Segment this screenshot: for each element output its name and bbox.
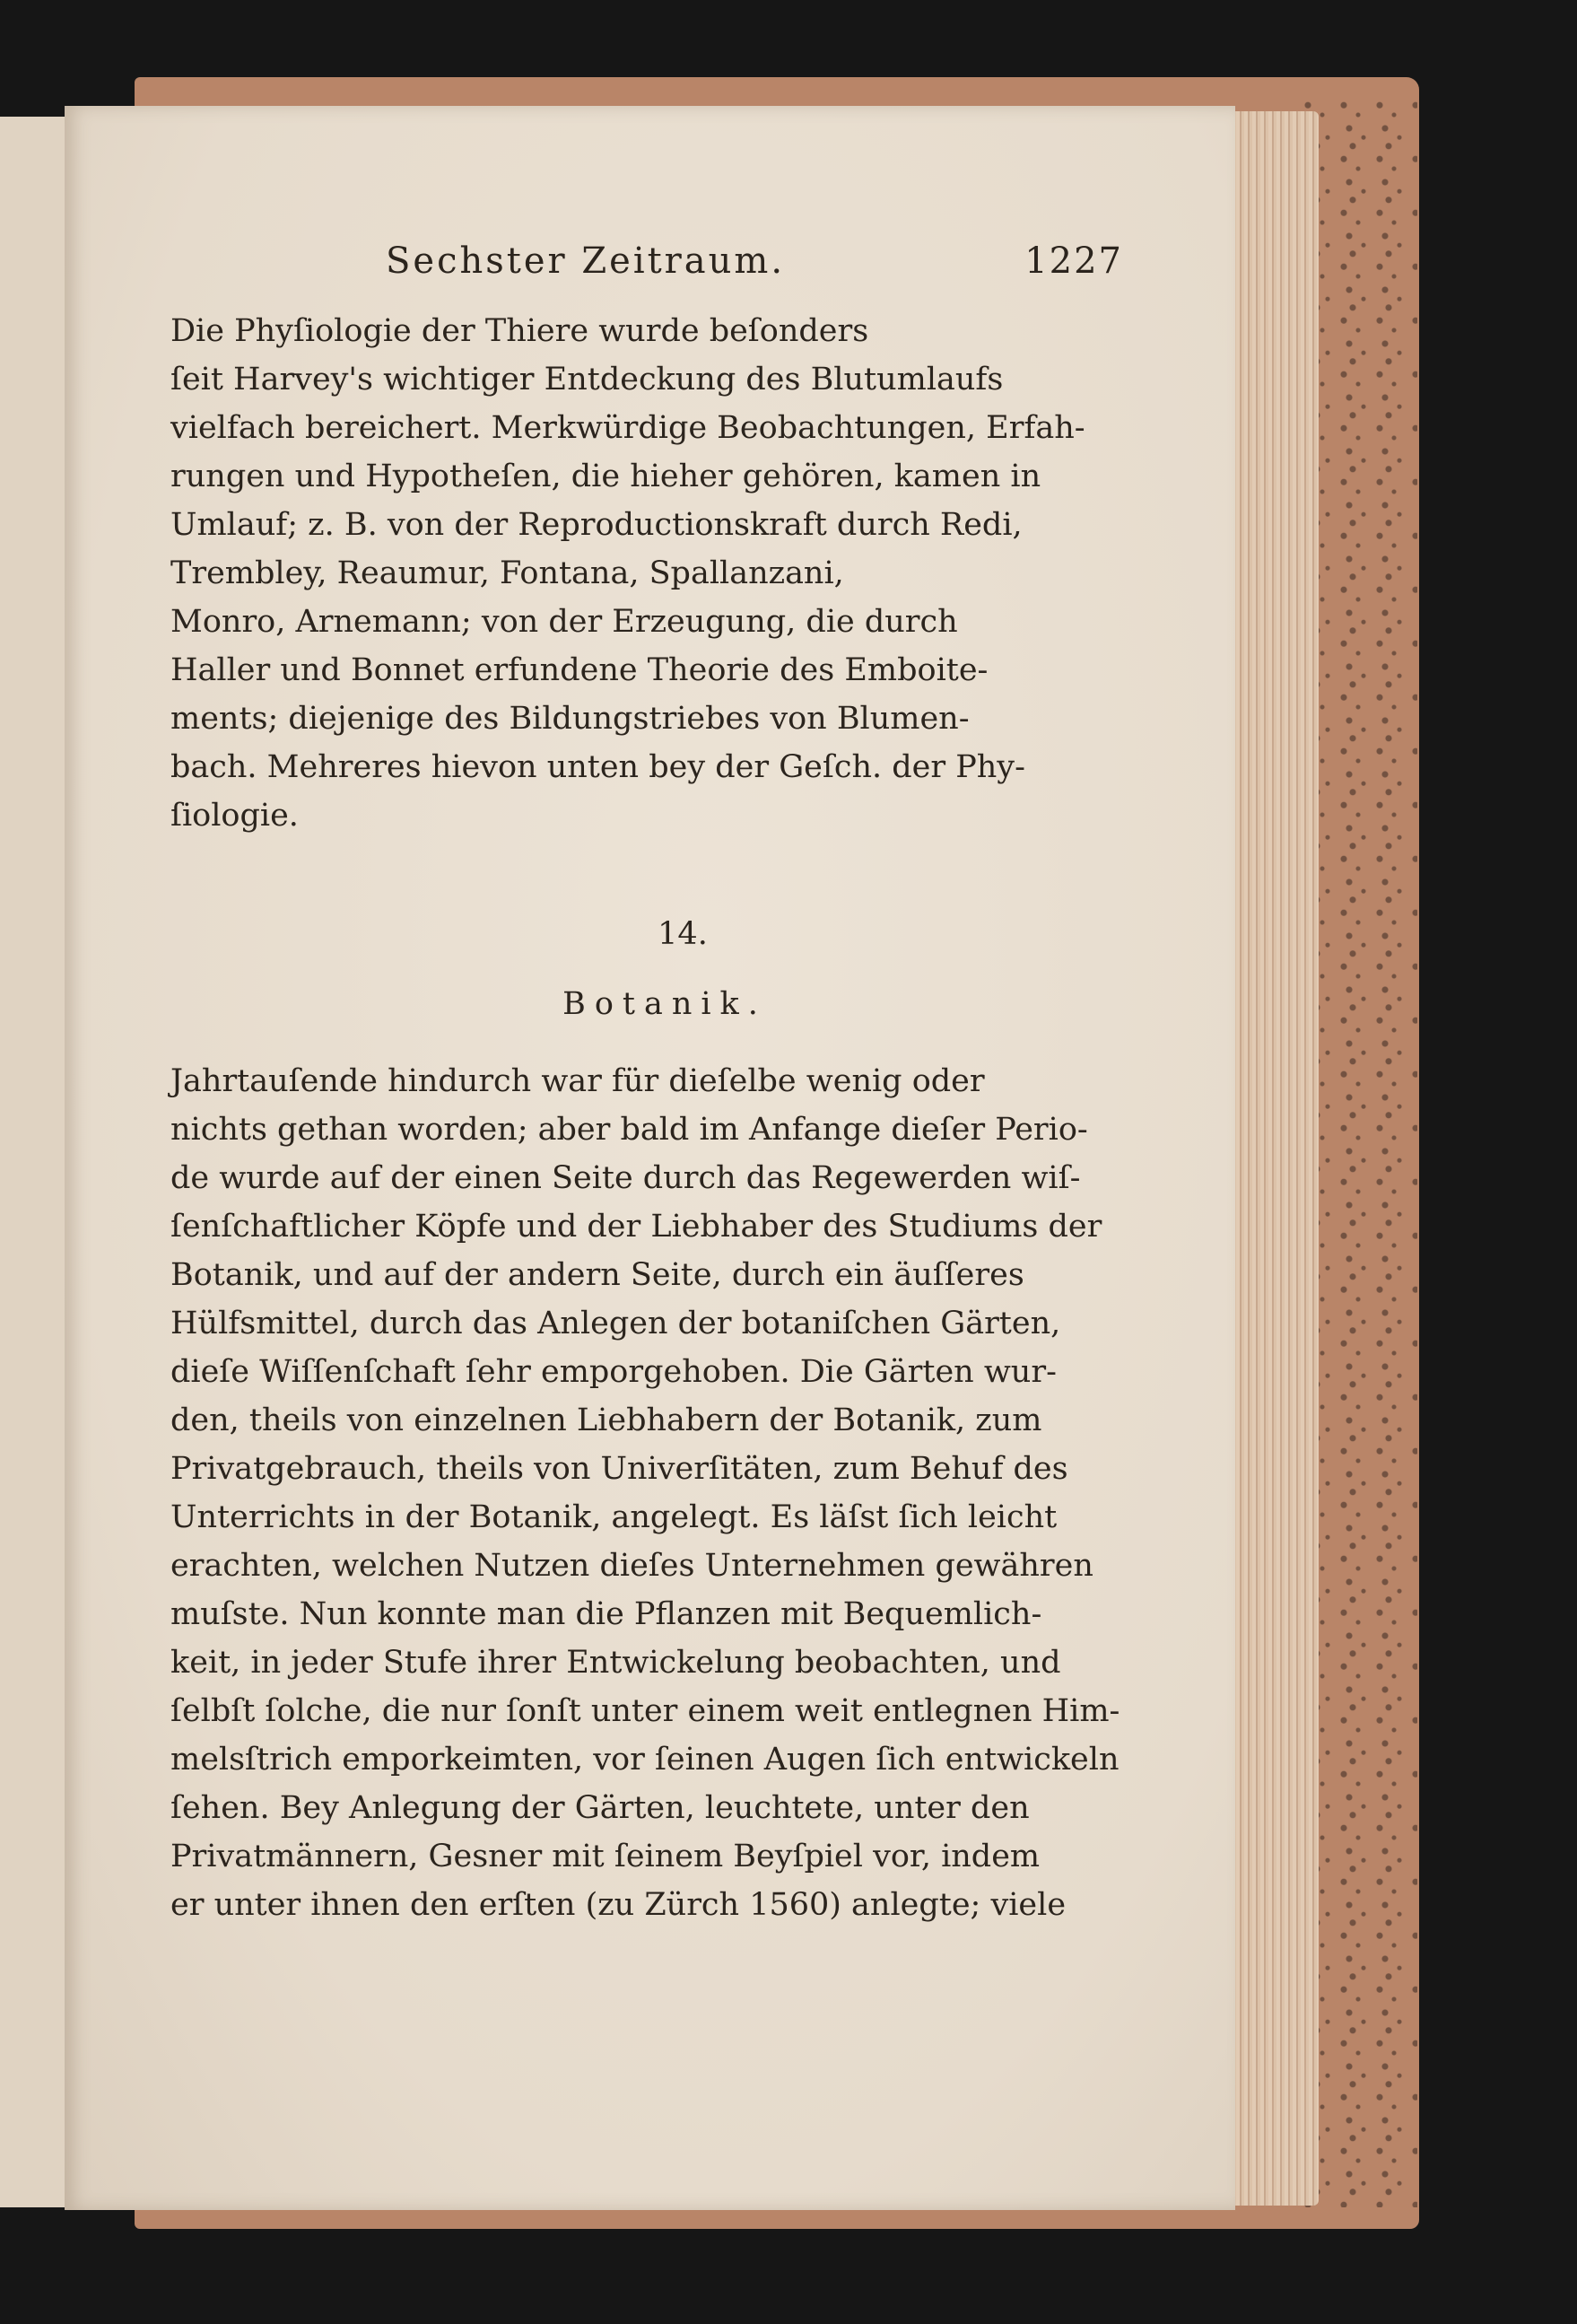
text-line: nichts gethan worden; aber bald im Anfange dieſer Perio- [170, 1112, 1088, 1148]
text-line: muſste. Nun konnte man die Pflanzen mit Bequemlich- [170, 1596, 1042, 1632]
running-head [170, 240, 1123, 293]
text-line: ments; diejenige des Bildungstriebes von Blumen- [170, 701, 970, 737]
text-line: keit, in jeder Stufe ihrer Entwickelung beobachten, und [170, 1645, 1061, 1681]
text-block [170, 240, 1123, 1929]
text-line: de wurde auf der einen Seite durch das Regewerden wiſ- [170, 1160, 1081, 1196]
text-line: er unter ihnen den erſten (zu Zürch 1560) anlegte; viele [170, 1887, 1067, 1923]
recto-page [65, 106, 1235, 2210]
text-line: vielfach bereichert. Merkwürdige Beobachtungen, Erfah- [170, 410, 1085, 446]
text-line: Botanik, und auf der andern Seite, durch ein äuſſeres [170, 1257, 1024, 1293]
text-line: ſeit Harvey's wichtiger Entdeckung des Blutumlaufs [170, 362, 1004, 398]
text-line: Jahrtauſende hindurch war für dieſelbe wenig oder [170, 1063, 985, 1099]
text-line: Haller und Bonnet erfundene Theorie des Emboite- [170, 652, 989, 688]
text-line: Die Phyſiologie der Thiere wurde beſonders [170, 313, 869, 349]
text-line: den, theils von einzelnen Liebhabern der Botanik, zum [170, 1402, 1042, 1438]
text-line: bach. Mehreres hievon unten bey der Geſch. der Phy- [170, 749, 1025, 785]
text-line: Umlauf; z. B. von der Reproductionskraft durch Redi, [170, 507, 1023, 543]
text-line: Trembley, Reaumur, Fontana, Spallanzani, [170, 555, 844, 591]
text-line: ſenſchaftlicher Köpfe und der Liebhaber des Studiums der [170, 1209, 1102, 1245]
text-line: Unterrichts in der Botanik, angelegt. Es läſst ſich leicht [170, 1499, 1058, 1535]
text-line: rungen und Hypotheſen, die hieher gehören, kamen in [170, 459, 1041, 494]
paragraph-physiology [170, 307, 1123, 840]
text-line: Monro, Arnemann; von der Erzeugung, die durch [170, 604, 958, 640]
text-line: erachten, welchen Nutzen dieſes Unternehmen gewähren [170, 1548, 1093, 1584]
text-line: melsſtrich emporkeimten, vor ſeinen Augen ſich entwickeln [170, 1742, 1120, 1778]
paragraph-botany [170, 1057, 1123, 1929]
text-line: Hülfsmittel, durch das Anlegen der botaniſchen Gärten, [170, 1306, 1061, 1341]
text-line: ſiologie. [170, 798, 299, 834]
text-line: ſehen. Bey Anlegung der Gärten, leuchtete, unter den [170, 1790, 1030, 1826]
text-line: Privatgebrauch, theils von Univerſitäten, zum Behuf des [170, 1451, 1068, 1487]
text-line: Privatmännern, Gesner mit ſeinem Beyſpiel vor, indem [170, 1839, 1041, 1874]
page-number: 1227 [1024, 240, 1123, 282]
section-number: 14. [658, 916, 708, 952]
running-title: Sechster Zeitraum. [386, 240, 786, 282]
text-line: dieſe Wiſſenſchaft ſehr emporgehoben. Die Gärten wur- [170, 1354, 1057, 1390]
text-line: ſelbſt ſolche, die nur ſonſt unter einem weit entlegnen Him- [170, 1693, 1120, 1729]
section-title: Botanik. [562, 986, 767, 1022]
verso-page-edge [0, 117, 69, 2207]
